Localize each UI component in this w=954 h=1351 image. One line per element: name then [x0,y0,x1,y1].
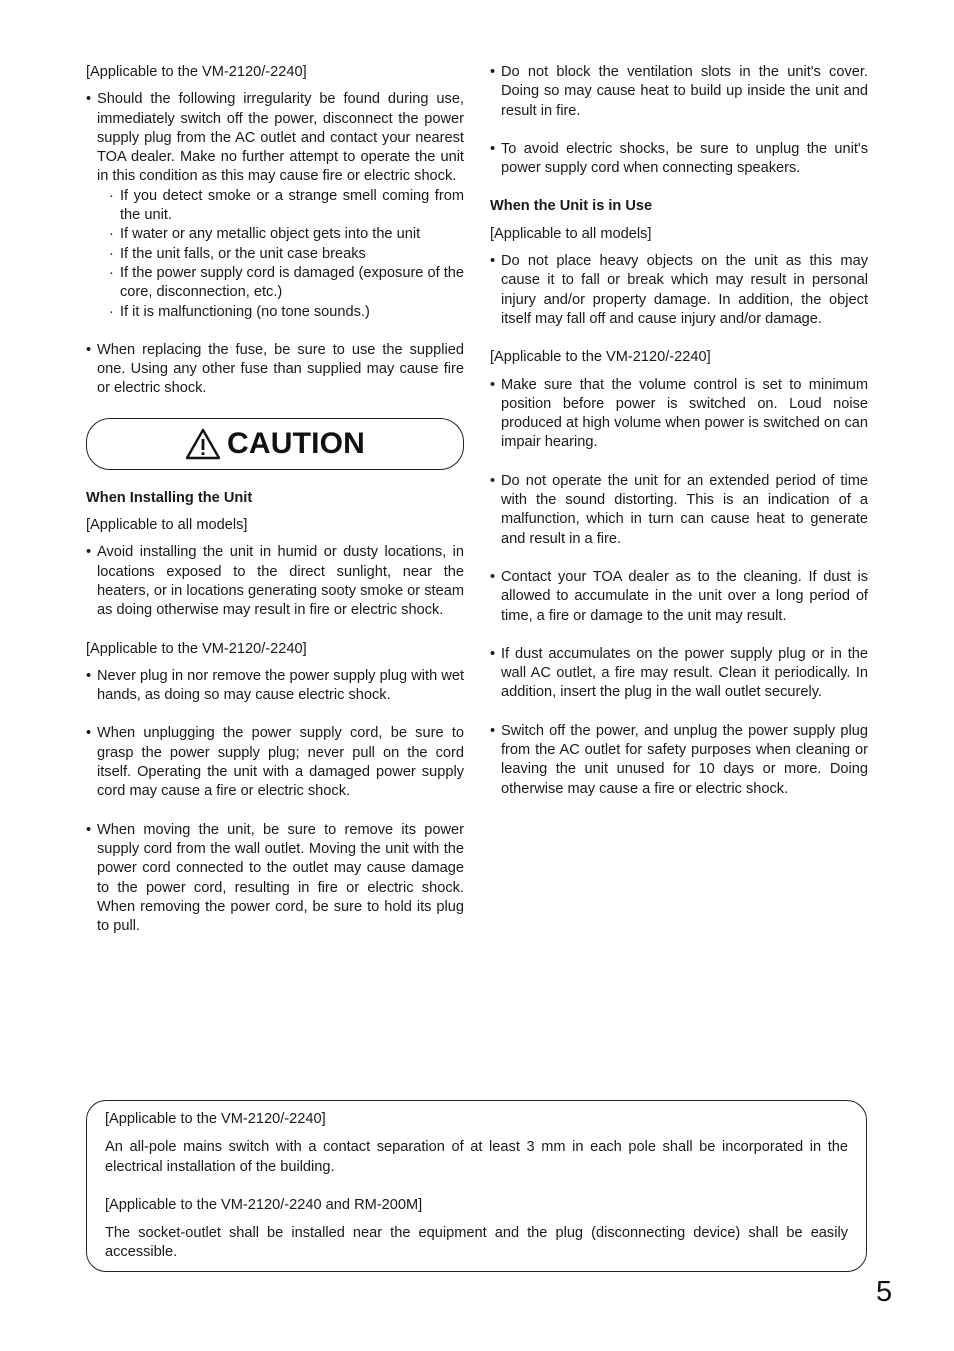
sub-list-item: · If the power supply cord is damaged (exposure of the core, disconnection, etc.) [108,264,464,303]
applicability-note: [Applicable to the VM-2120/-2240] [86,640,307,657]
section-heading: When Installing the Unit [86,489,253,506]
irregularity-list [108,187,464,322]
caution-list [490,63,868,178]
list-item: • Avoid installing the unit in humid or dusty locations, in locations exposed to the direct sunlight, near the heaters, or in locations generating sooty smoke or steam as doing otherwise may result in fire or electric shock. [86,543,464,620]
list-item: • When replacing the fuse, be sure to use the supplied one. Using any other fuse than supplied may cause fire or electric shock. [86,341,464,399]
list-item: • When moving the unit, be sure to remove its power supply cord from the wall outlet. Moving the unit with the power cord connected to the outlet may cause damage to the power cord, resulting in fire or electric shock. When removing the power cord, be sure to hold its plug to pull. [86,821,464,937]
sub-list-item: · If it is malfunctioning (no tone sounds.) [108,303,464,322]
caution-list [490,252,868,329]
caution-list [86,543,464,620]
applicability-note: [Applicable to the VM-2120/-2240 and RM-200M] [105,1196,423,1213]
right-column [490,63,868,818]
list-item: • Do not place heavy objects on the unit as this may cause it to fall or break which may result in personal injury and/or property damage. In addition, the object itself may fall off and cause injury and/or damage. [490,252,868,329]
list-item: • Contact your TOA dealer as to the cleaning. If dust is allowed to accumulate in the unit over a long period of time, a fire or damage to the unit may result. [490,568,868,626]
sub-list-item: · If the unit falls, or the unit case breaks [108,245,464,264]
warning-list [86,90,464,398]
list-item: • Switch off the power, and unplug the power supply plug from the AC outlet for safety purposes when cleaning or leaving the unit unused for 10 days or more. Doing otherwise may cause a fire or electric shock. [490,722,868,799]
list-item: • When unplugging the power supply cord, be sure to grasp the power supply plug; never pull on the cord itself. Operating the unit with a damaged power supply cord may cause a fire or electric shock. [86,724,464,801]
list-item: • To avoid electric shocks, be sure to unplug the unit's power supply cord when connecting speakers. [490,140,868,179]
list-item: • Make sure that the volume control is set to minimum position before power is switched on. Loud noise produced at high volume when power is switched on can impair hearing. [490,376,868,453]
notice-text: An all-pole mains switch with a contact separation of at least 3 mm in each pole shall be incorporated in the electrical installation of the building. [105,1139,848,1175]
caution-title: CAUTION [226,427,366,461]
sub-list-item: · If water or any metallic object gets into the unit [108,225,464,244]
notice-text: The socket-outlet shall be installed near the equipment and the plug (disconnecting device) shall be easily accessible. [105,1225,848,1261]
applicability-note: [Applicable to all models] [86,517,248,534]
left-column [86,63,464,955]
list-item [86,90,464,322]
list-item: • Never plug in nor remove the power supply plug with wet hands, as doing so may cause electric shock. [86,667,464,706]
caution-list [86,667,464,937]
applicability-note: [Applicable to the VM-2120/-2240] [490,349,711,366]
applicability-note: [Applicable to all models] [490,225,652,242]
section-heading: When the Unit is in Use [490,198,653,215]
installation-notice-box [86,1100,867,1272]
applicability-note: [Applicable to the VM-2120/-2240] [86,64,307,80]
warning-triangle-icon [185,428,221,460]
caution-banner [86,418,464,470]
list-item-text: • Should the following irregularity be found during use, immediately switch off the power, disconnect the power supply plug from the AC outlet and contact your nearest TOA dealer. Make no further attempt to operate the unit in this condition as this may cause fire or electric shock. [97,91,464,185]
list-item: • Do not operate the unit for an extended period of time with the sound distorting. This is an indication of a malfunction, which in turn can cause heat to generate and result in a fire. [490,472,868,549]
applicability-note: [Applicable to the VM-2120/-2240] [105,1111,326,1127]
list-item: • If dust accumulates on the power supply plug or in the wall AC outlet, a fire may result. Clean it periodically. In addition, insert the plug in the wall outlet securely. [490,645,868,703]
sub-list-item: · If you detect smoke or a strange smell coming from the unit. [108,187,464,226]
list-item: • Do not block the ventilation slots in the unit's cover. Doing so may cause heat to build up inside the unit and result in fire. [490,63,868,121]
page-number: 5 [876,1276,893,1308]
caution-list [490,376,868,799]
